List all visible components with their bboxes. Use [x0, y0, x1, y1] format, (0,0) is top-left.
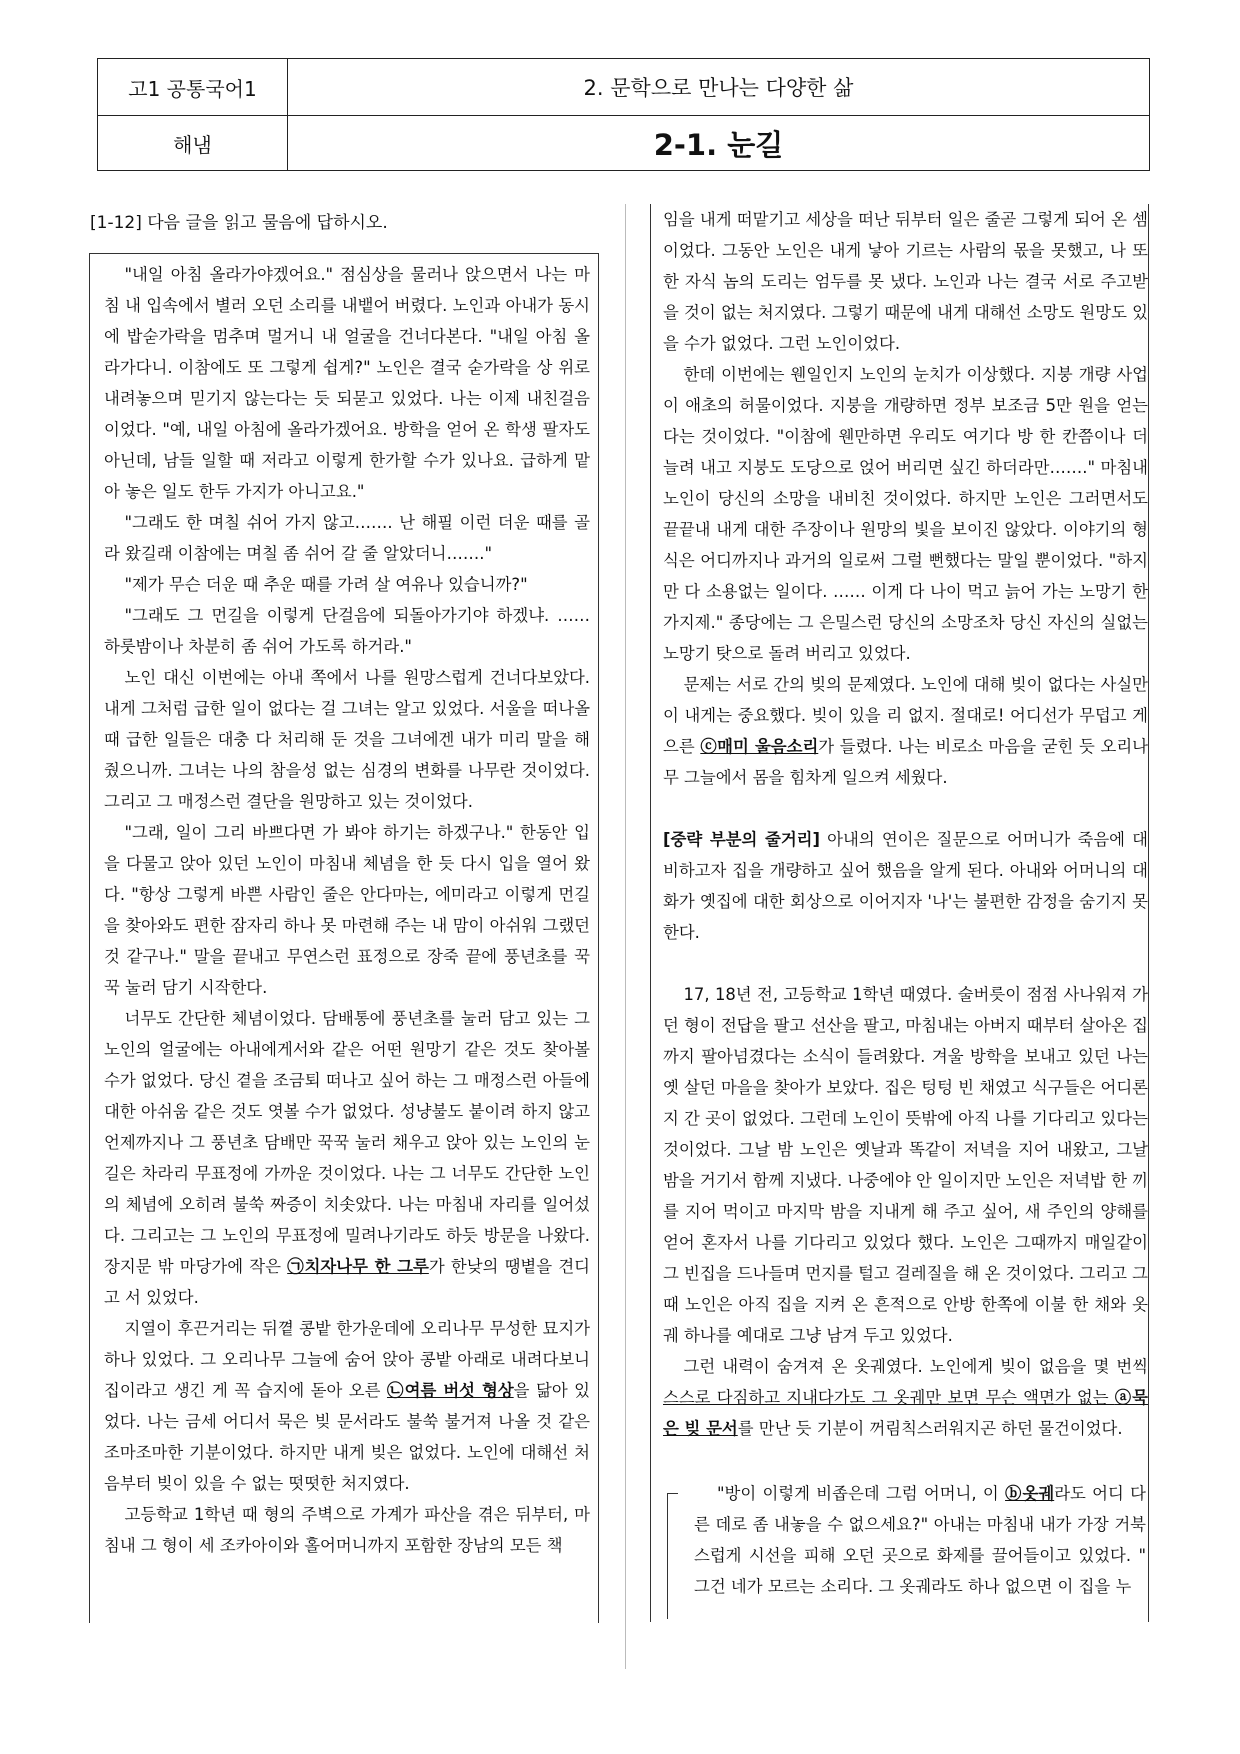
paragraph: 임을 내게 떠맡기고 세상을 떠난 뒤부터 일은 줄곧 그렇게 되어 온 셈이었다. 그동안 노인은 내게 낳아 기르는 사람의 몫을 못했고, 나 또한 자식 놈의 도리는 엄두를 못 냈다. 노인과 나는 결국 서로 주고받을 것이 없는 처지였다. 그렇기 때문에 내게 대해선 소망도 원망도 있을 수가 없었다. 그런 노인이었다. — [663, 210, 1148, 353]
paragraph — [104, 1313, 590, 1499]
paragraph: "그래도 한 며칠 쉬어 가지 않고……. 난 해필 이런 더운 때를 골라 왔길래 이참에는 며칠 좀 쉬어 갈 줄 알았더니……." — [104, 513, 590, 563]
paragraph — [104, 1003, 590, 1313]
paragraph: 한데 이번에는 웬일인지 노인의 눈치가 이상했다. 지붕 개량 사업이 애초의 허물이었다. 지붕을 개량하면 정부 보조금 5만 원을 얻는다는 것이었다. "이참에 웬만하면 우리도 여기다 방 한 칸쯤이나 더 늘려 내고 지붕도 도당으로 얹어 버리면 싶긴 하더라만……." 마침내 노인이 당신의 소망을 내비친 것이었다. 하지만 노인은 그러면서도 끝끝내 내게 대한 주장이나 원망의 빛을 보이진 않았다. 이야기의 형식은 어디까지나 과거의 일로써 그럴 뻔했다는 말일 뿐이었다. "하지만 다 소용없는 일이다. …… 이게 다 나이 먹고 늙어 가는 노망기 한가지제." 종당에는 그 은밀스런 당신의 소망조차 당신 자신의 실없는 노망기 탓으로 돌려 버리고 있었다. — [663, 365, 1148, 663]
subject-label: 고1 공통국어1 — [98, 59, 288, 116]
text: 가 들렸다. 나는 비로소 마음을 굳힌 듯 오리나무 그늘에서 몸을 힘차게 일으켜 세웠다. — [663, 737, 1148, 787]
paragraph: "그래, 일이 그리 바쁘다면 가 봐야 하기는 하겠구나." 한동안 입을 다물고 앉아 있던 노인이 마침내 체념을 한 듯 다시 입을 열어 왔다. "항상 그렇게 바쁜 사람인 줄은 안다마는, 에미라고 이렇게 먼길을 찾아와도 편한 잠자리 하나 못 마련해 주는 내 맘이 아쉬워 그랬던 것 같구나." 말을 끝내고 무연스런 표정으로 장죽 끝에 풍년초를 꾹꾹 눌러 담기 시작한다. — [104, 823, 590, 997]
column-divider — [625, 204, 626, 1669]
paragraph — [663, 1351, 1148, 1444]
right-frame-left-edge — [650, 204, 651, 1622]
header-table — [97, 58, 1150, 171]
text: 지열이 후끈거리는 뒤꼍 콩밭 한가운데에 오리나무 무성한 묘지가 하나 있었다. 그 오리나무 그늘에 숨어 앉아 콩밭 아래로 내려다보니 집이라고 생긴 게 꼭 습지에 돋아 오른 — [104, 1319, 590, 1400]
bracketed-passage — [694, 1478, 1146, 1602]
summary-text: 아내의 연이은 질문으로 어머니가 죽음에 대비하고자 집을 개량하고 싶어 했음을 알게 된다. 아내와 어머니의 대화가 옛집에 대한 회상으로 이어지자 '나'는 불편한 감정을 숨기지 못한다. — [663, 830, 1148, 942]
instruction: [1-12] 다음 글을 읽고 물음에 답하시오. — [90, 213, 388, 233]
paragraph — [663, 669, 1148, 793]
left-column — [104, 259, 590, 1561]
bracket-mark — [667, 1493, 678, 1619]
right-column — [663, 204, 1148, 1444]
right-frame-right-edge — [1148, 204, 1149, 1622]
marked-phrase-b: ㉡여름 버섯 형상 — [386, 1381, 514, 1400]
paragraph: 노인 대신 이번에는 아내 쪽에서 나를 원망스럽게 건너다보았다. 내게 그처럼 급한 일이 없다는 걸 그녀는 알고 있었다. 서울을 떠나올 때 급한 일들은 대충 다 처리해 둔 것을 그녀에겐 내가 미리 말을 해 줬으니까. 그녀는 나의 참을성 없는 심경의 변화를 나무란 것이었다. 그리고 그 매정스런 결단을 원망하고 있는 것이었다. — [104, 668, 590, 811]
unit-title: 2. 문학으로 만나는 다양한 삶 — [288, 59, 1149, 116]
marked-phrase-a: ㉠치자나무 한 그루 — [287, 1257, 429, 1276]
paragraph: "제가 무슨 더운 때 추운 때를 가려 살 여유나 있습니까?" — [124, 575, 528, 594]
text: 라도 어디 다른 데로 좀 내놓을 수 없으세요?" 아내는 마침내 내가 가장 거북스럽게 시선을 피해 오던 곳으로 화제를 끌어들이고 있었다. " 그건 네가 모르는 소리다. 그 옷궤라도 하나 없으면 이 집을 누 — [694, 1484, 1146, 1596]
paragraph: "그래도 그 먼길을 이렇게 단걸음에 되돌아가기야 하겠냐. …… 하룻밤이나 차분히 좀 쉬어 가도록 하거라." — [104, 606, 590, 656]
text: "방이 이렇게 비좁은데 그럼 어머니, 이 — [716, 1484, 1006, 1503]
paragraph: "내일 아침 올라가야겠어요." 점심상을 물러나 앉으면서 나는 마침 내 입속에서 별러 오던 소리를 내뱉어 버렸다. 노인과 아내가 동시에 밥숟가락을 멈추며 멀거니 내 얼굴을 건너다본다. "내일 아침 올라가다니. 이참에도 또 그렇게 쉽게?" 노인은 결국 숟가락을 상 위로 내려놓으며 믿기지 않는다는 듯 되묻고 있었다. 나는 이제 내친걸음이었다. "예, 내일 아침에 올라가겠어요. 방학을 얻어 온 학생 팔자도 아닌데, 남들 일할 때 저라고 이렇게 한가할 수가 있나요. 급하게 맡아 놓은 일도 한두 가지가 아니고요." — [104, 265, 590, 501]
paragraph: 17, 18년 전, 고등학교 1학년 때였다. 술버릇이 점점 사나워져 가던 형이 전답을 팔고 선산을 팔고, 마침내는 아버지 때부터 살아온 집까지 팔아넘겼다는 소식이 들려왔다. 겨울 방학을 보내고 있던 나는 옛 살던 마을을 찾아가 보았다. 집은 텅텅 빈 채였고 식구들은 어디론지 간 곳이 없었다. 그런데 노인이 뜻밖에 아직 나를 기다리고 있다는 것이었다. 그날 밤 노인은 옛날과 똑같이 저녁을 지어 내왔고, 그날 밤을 거기서 함께 지냈다. 나중에야 안 일이지만 노인은 저녁밥 한 끼를 지어 먹이고 마지막 밤을 지내게 해 주고 싶어, 새 주인의 양해를 얻어 혼자서 나를 기다리고 있었다 했다. 노인은 그때까지 매일같이 그 빈집을 드나들며 먼지를 털고 걸레질을 해 온 것이었다. 그리고 그때 노인은 아직 집을 지켜 온 흔적으로 안방 한쪽에 이불 한 채와 옷궤 하나를 예대로 그냥 남겨 두고 있었다. — [663, 985, 1148, 1345]
paragraph — [694, 1478, 1146, 1602]
text: 너무도 간단한 체념이었다. 담배통에 풍년초를 눌러 담고 있는 그 노인의 얼굴에는 아내에게서와 같은 어떤 원망기 같은 것도 찾아볼 수가 없었다. 당신 곁을 조금퇴 떠나고 싶어 하는 그 매정스런 아들에 대한 아쉬움 같은 것도 엿볼 수가 없었다. 성냥불도 붙이려 하지 않고 언제까지나 그 풍년초 담배만 꾹꾹 눌러 채우고 앉아 있는 노인의 눈길은 차라리 무표정에 가까운 것이었다. 나는 그 너무도 간단한 노인의 체념에 오히려 불쑥 짜증이 치솟았다. 나는 마침내 자리를 일어섰다. 그리고는 그 노인의 무표정에 밀려나기라도 하듯 방문을 나왔다. 장지문 밖 마당가에 작은 — [104, 1009, 590, 1276]
underlined-text: 스스로 다짐하고 지내다가도 그 옷궤만 보면 무슨 액면가 없는 — [663, 1388, 1115, 1407]
summary-label: [중략 부분의 줄거리] — [663, 830, 820, 849]
text: 을 닮아 있었다. 나는 금세 어디서 묵은 빚 문서라도 불쑥 불거져 나올 것 같은 조마조마한 기분이었다. 하지만 내게 빚은 없었다. 노인에 대해선 처음부터 빚이 있을 수 없는 떳떳한 처지였다. — [104, 1381, 590, 1493]
text: 문제는 서로 간의 빚의 문제였다. 노인에 대해 빚이 없다는 사실만이 내게는 중요했다. 빚이 있을 리 없지. 절대로! 어디선가 무덥고 게으른 — [663, 675, 1148, 756]
text: 그런 내력이 숨겨져 온 옷궤였다. 노인에게 빚이 없음을 몇 번씩 — [683, 1357, 1148, 1376]
publisher-label: 해냄 — [98, 116, 288, 171]
marked-phrase-b2: ⓑ옷궤 — [1005, 1484, 1055, 1503]
paragraph: 고등학교 1학년 때 형의 주벽으로 가계가 파산을 겪은 뒤부터, 마침내 그 형이 세 조카아이와 홀어머니까지 포함한 장남의 모든 책 — [104, 1505, 590, 1555]
text: 를 만난 듯 기분이 꺼림칙스러워지곤 하던 물건이었다. — [737, 1419, 1123, 1438]
page-title: 2-1. 눈길 — [653, 128, 784, 162]
marked-phrase-c: ⓒ매미 울음소리 — [700, 737, 819, 756]
text: 가 한낮의 땡볕을 견디고 서 있었다. — [104, 1257, 590, 1307]
marked-phrase-a2: ⓐ묵은 빚 문서 — [663, 1388, 1148, 1438]
summary-paragraph — [663, 824, 1148, 948]
